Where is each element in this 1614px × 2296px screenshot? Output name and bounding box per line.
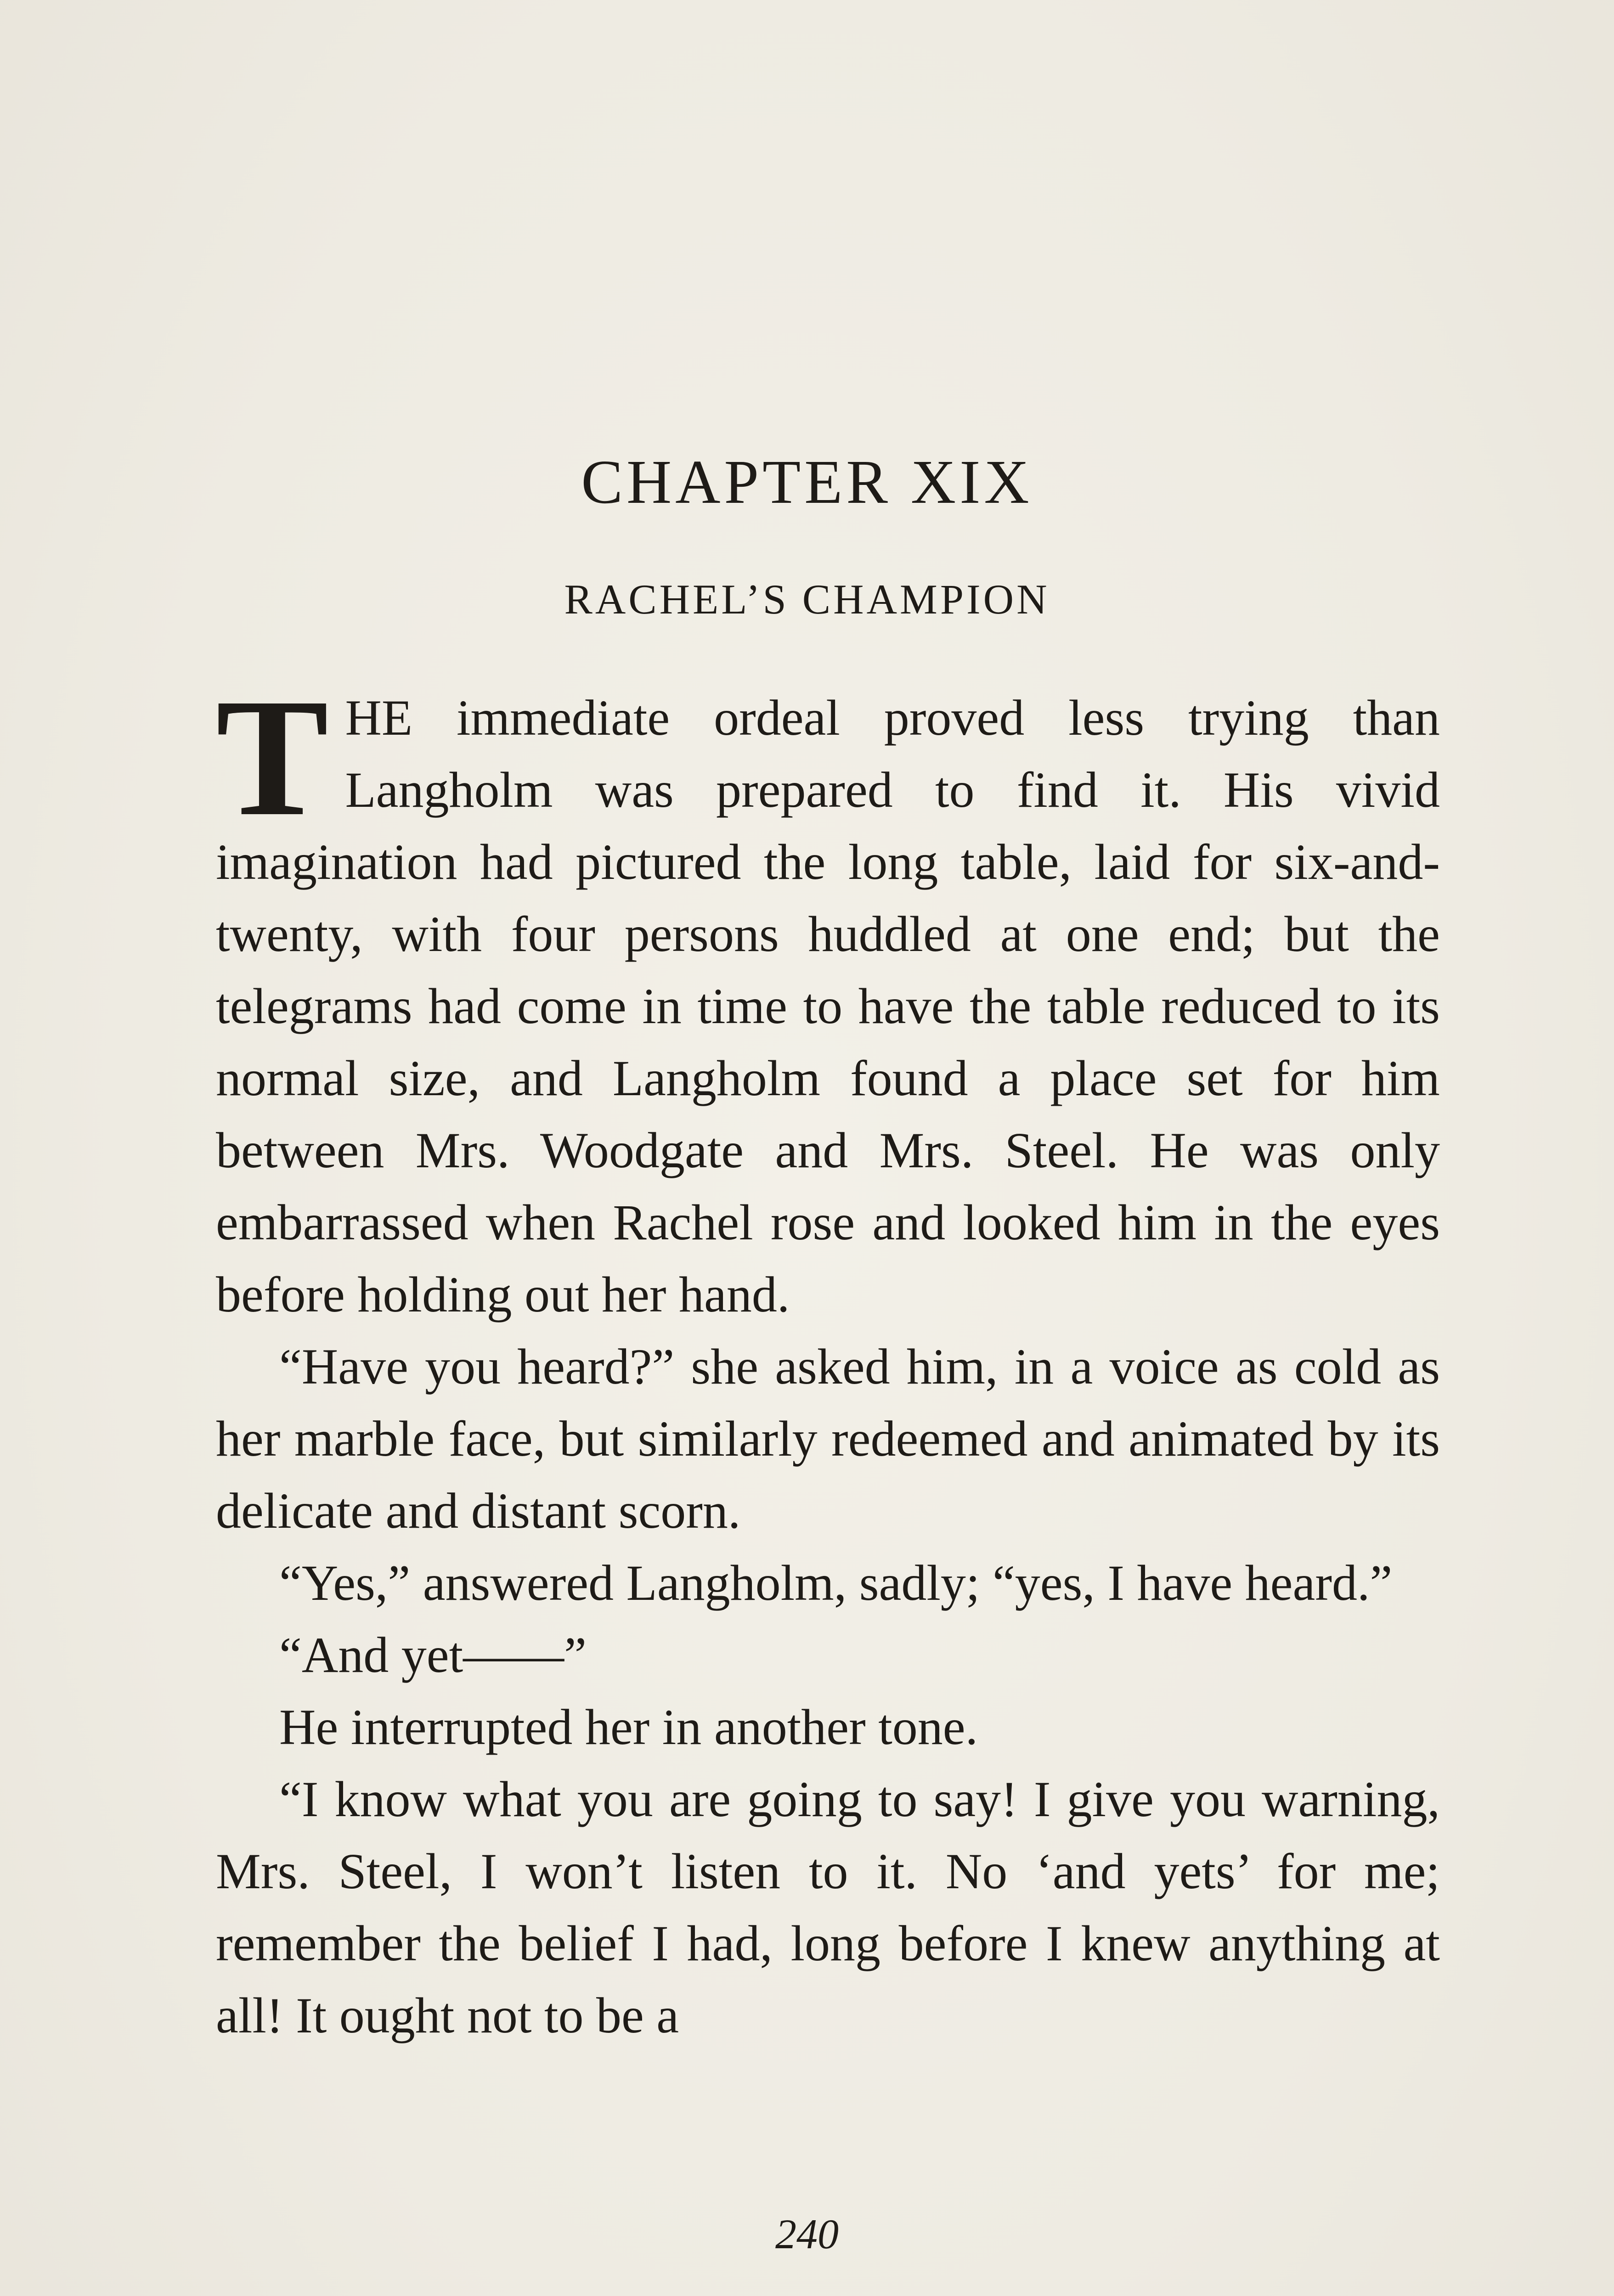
paragraph-1-text: HE immediate ordeal proved less trying than Langholm was prepared to find it. His vivid imagination had pictured the long table, laid for six-and-twenty, with four persons huddled at one end; but the telegrams had come in time to have the table reduced to its normal size, and Langholm found a place set for him between Mrs. Woodgate and Mrs. Steel. He was only embarrassed when Rachel rose and looked him in the eyes before holding out her hand. (216, 690, 1440, 1322)
drop-cap: T (216, 664, 329, 851)
body-text (216, 664, 1440, 2211)
paragraph-5: He interrupted her in another tone. (279, 1699, 978, 1755)
chapter-subtitle: RACHEL’S CHAMPION (564, 576, 1050, 623)
paragraph-1 (216, 664, 1440, 1331)
paragraph-3: “Yes,” answered Langholm, sadly; “yes, I have heard.” (279, 1555, 1393, 1611)
paragraph-4: “And yet——” (279, 1627, 587, 1683)
page-number: 240 (775, 2211, 839, 2257)
paragraph-6: “I know what you are going to say! I give you warning, Mrs. Steel, I won’t listen to it. No ‘and yets’ for me; remember the belief I had, long before I knew anything at all! It ought not to be a (216, 1771, 1440, 2043)
paragraph-2: “Have you heard?” she asked him, in a voice as cold as her marble face, but similarly redeemed and animated by its delicate and distant scorn. (216, 1339, 1440, 1539)
chapter-title: CHAPTER XIX (581, 448, 1033, 517)
